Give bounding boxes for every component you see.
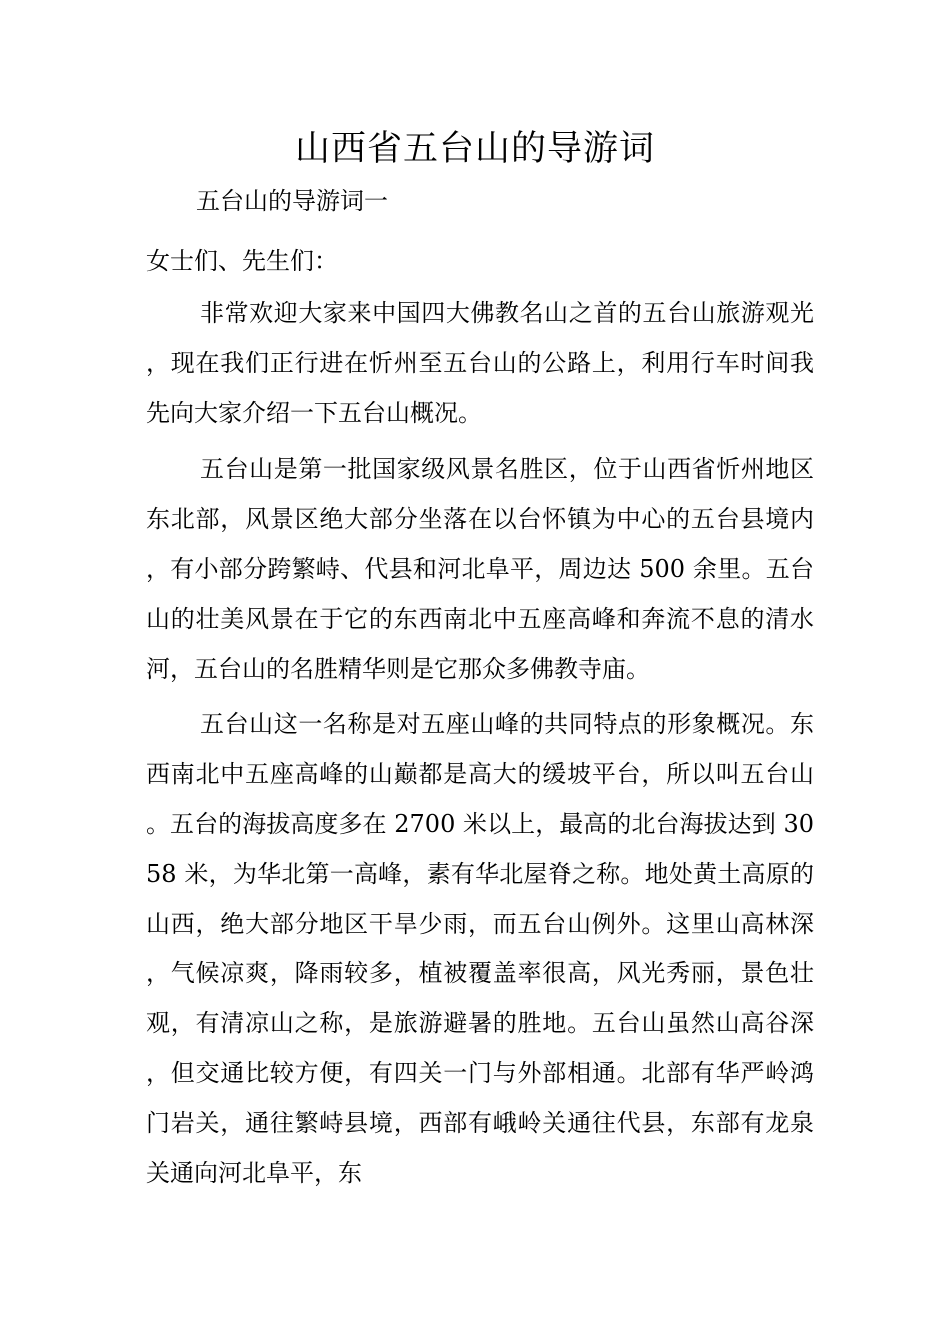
salutation: 女士们、先生们： bbox=[146, 247, 338, 275]
paragraph-location: 五台山是第一批国家级风景名胜区，位于山西省忻州地区东北部，风景区绝大部分坐落在以台怀镇为中心的五台县境内，有小部分跨繁峙、代县和河北阜平，周边达 500 余里。五台山的壮美风景在于它的东西南北中五座高峰和奔流不息的清水河，五台山的名胜精华则是它那众多佛教寺庙。 bbox=[146, 455, 814, 683]
document-body bbox=[146, 176, 814, 1198]
section-subtitle: 五台山的导游词一 bbox=[196, 187, 388, 215]
paragraph-name-origin: 五台山这一名称是对五座山峰的共同特点的形象概况。东西南北中五座高峰的山巅都是高大的缓坡平台，所以叫五台山。五台的海拔高度多在 2700 米以上，最高的北台海拔达到 3058 米，为华北第一高峰，素有华北屋脊之称。地处黄土高原的山西，绝大部分地区干旱少雨，而五台山例外。这里山高林深，气候凉爽，降雨较多，植被覆盖率很高，风光秀丽，景色壮观，有清凉山之称，是旅游避暑的胜地。五台山虽然山高谷深，但交通比较方便，有四关一门与外部相通。北部有华严岭鸿门岩关，通往繁峙县境，西部有峨岭关通往代县，东部有龙泉关通向河北阜平，东 bbox=[146, 710, 814, 1187]
document-title: 山西省五台山的导游词 bbox=[294, 129, 655, 169]
paragraph-intro: 非常欢迎大家来中国四大佛教名山之首的五台山旅游观光，现在我们正行进在忻州至五台山的公路上，利用行车时间我先向大家介绍一下五台山概况。 bbox=[146, 299, 814, 427]
